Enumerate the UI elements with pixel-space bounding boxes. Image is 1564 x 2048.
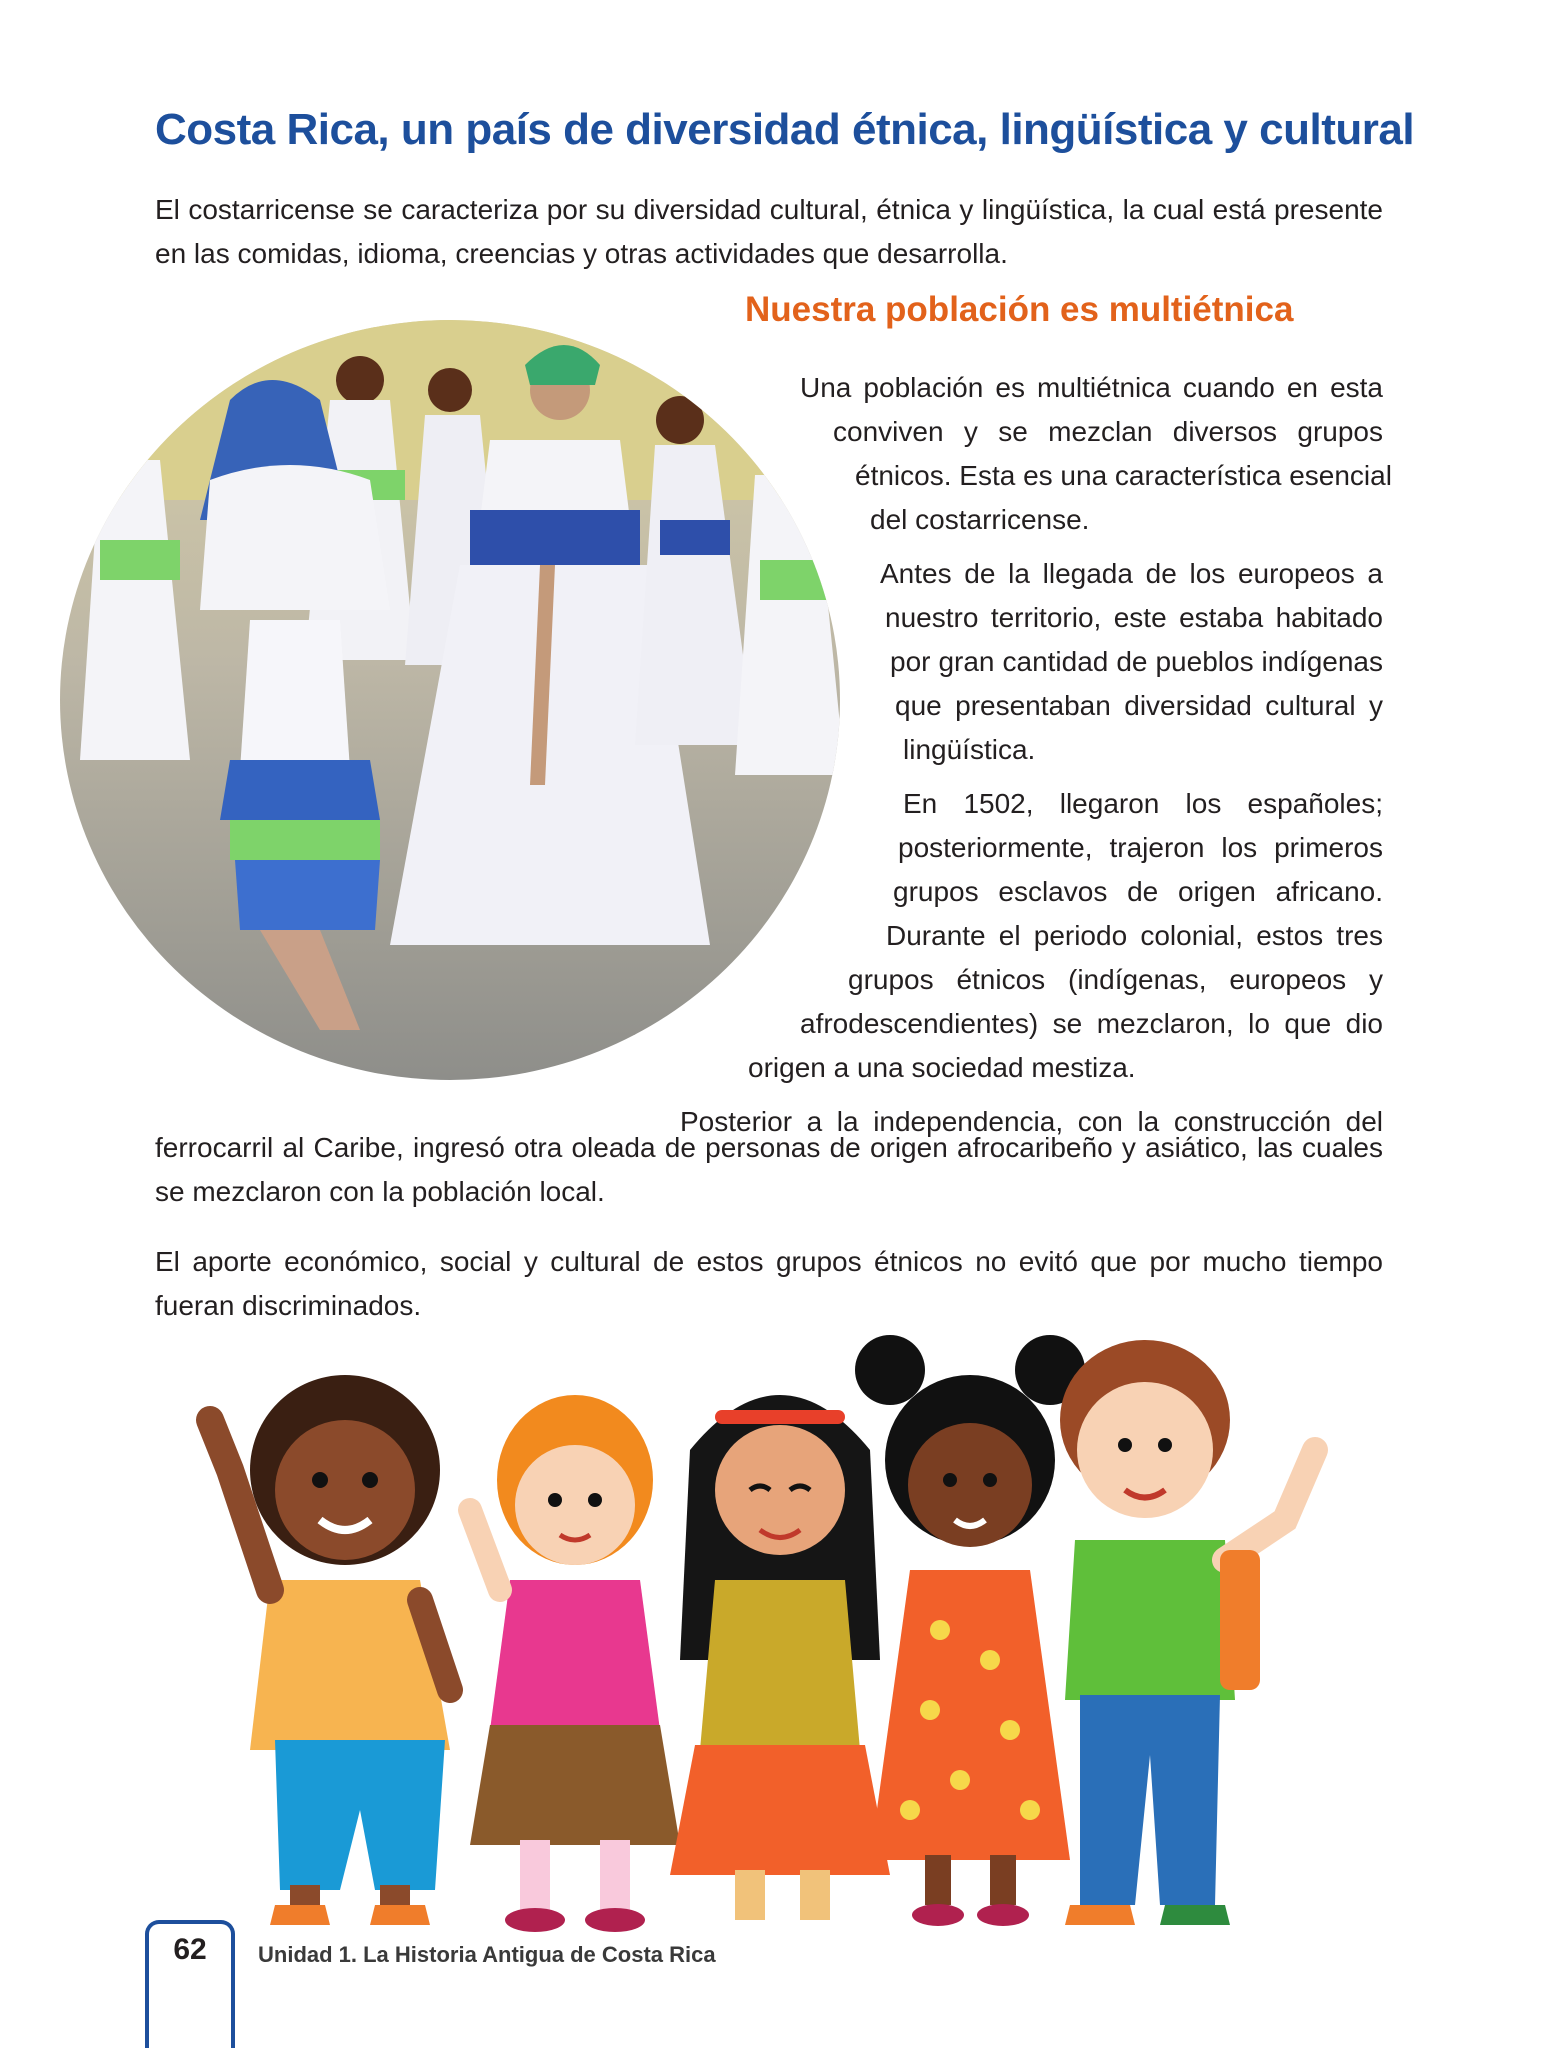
intro-paragraph: El costarricense se caracteriza por su diversidad cultural, étnica y lingüística, la cual está presente en las comidas, idioma, creencias y otras actividades que desarrolla.: [155, 194, 1383, 269]
multietnica-text-line: En 1502, llegaron los españoles;: [903, 788, 1383, 819]
page-title: Costa Rica, un país de diversidad étnica, lingüística y cultural: [155, 105, 1415, 154]
multietnica-text-line: grupos esclavos de origen africano.: [893, 876, 1383, 907]
multietnica-text-line: por gran cantidad de pueblos indígenas: [890, 646, 1383, 677]
multietnica-text-line: nuestro territorio, este estaba habitado: [885, 602, 1383, 633]
multietnica-text-line: posteriormente, trajeron los primeros: [898, 832, 1383, 863]
multietnica-text-line: Posterior a la independencia, con la construcción del: [680, 1106, 1383, 1137]
multietnica-text-line: del costarricense.: [870, 504, 1090, 535]
multietnica-text-line: Durante el periodo colonial, estos tres: [886, 920, 1383, 951]
page-number: 62: [173, 1933, 207, 1966]
multietnica-text-line: conviven y se mezclan diversos grupos: [833, 416, 1383, 447]
independencia-paragraph-rest: ferrocarril al Caribe, ingresó otra oleada de personas de origen afrocaribeño y asiático, las cuales se mezclaron con la población local.: [155, 1132, 1383, 1207]
multietnica-text-line: Antes de la llegada de los europeos a: [880, 558, 1383, 589]
multietnica-text-line: étnicos. Esta es una característica esencial: [855, 460, 1392, 491]
aporte-paragraph: El aporte económico, social y cultural de estos grupos étnicos no evitó que por mucho tiempo fueran discriminados.: [155, 1246, 1383, 1321]
section-subtitle: Nuestra población es multiétnica: [745, 290, 1294, 329]
multietnica-text-line: origen a una sociedad mestiza.: [748, 1052, 1136, 1083]
dancers-photo: [60, 320, 840, 1080]
multietnica-text-line: que presentaban diversidad cultural y: [895, 690, 1383, 721]
page-frame-left-line: [145, 1990, 149, 2048]
multietnica-text-line: Una población es multiétnica cuando en esta: [800, 372, 1383, 403]
page-frame-right-line: [231, 1990, 235, 2048]
unit-label: Unidad 1. La Historia Antigua de Costa Rica: [258, 1942, 716, 1967]
multietnica-text-line: grupos étnicos (indígenas, europeos y: [848, 964, 1383, 995]
multietnica-text-line: afrodescendientes) se mezclaron, lo que dio: [800, 1008, 1383, 1039]
multietnica-text-line: lingüística.: [903, 734, 1036, 765]
children-illustration: [180, 1330, 1330, 1950]
